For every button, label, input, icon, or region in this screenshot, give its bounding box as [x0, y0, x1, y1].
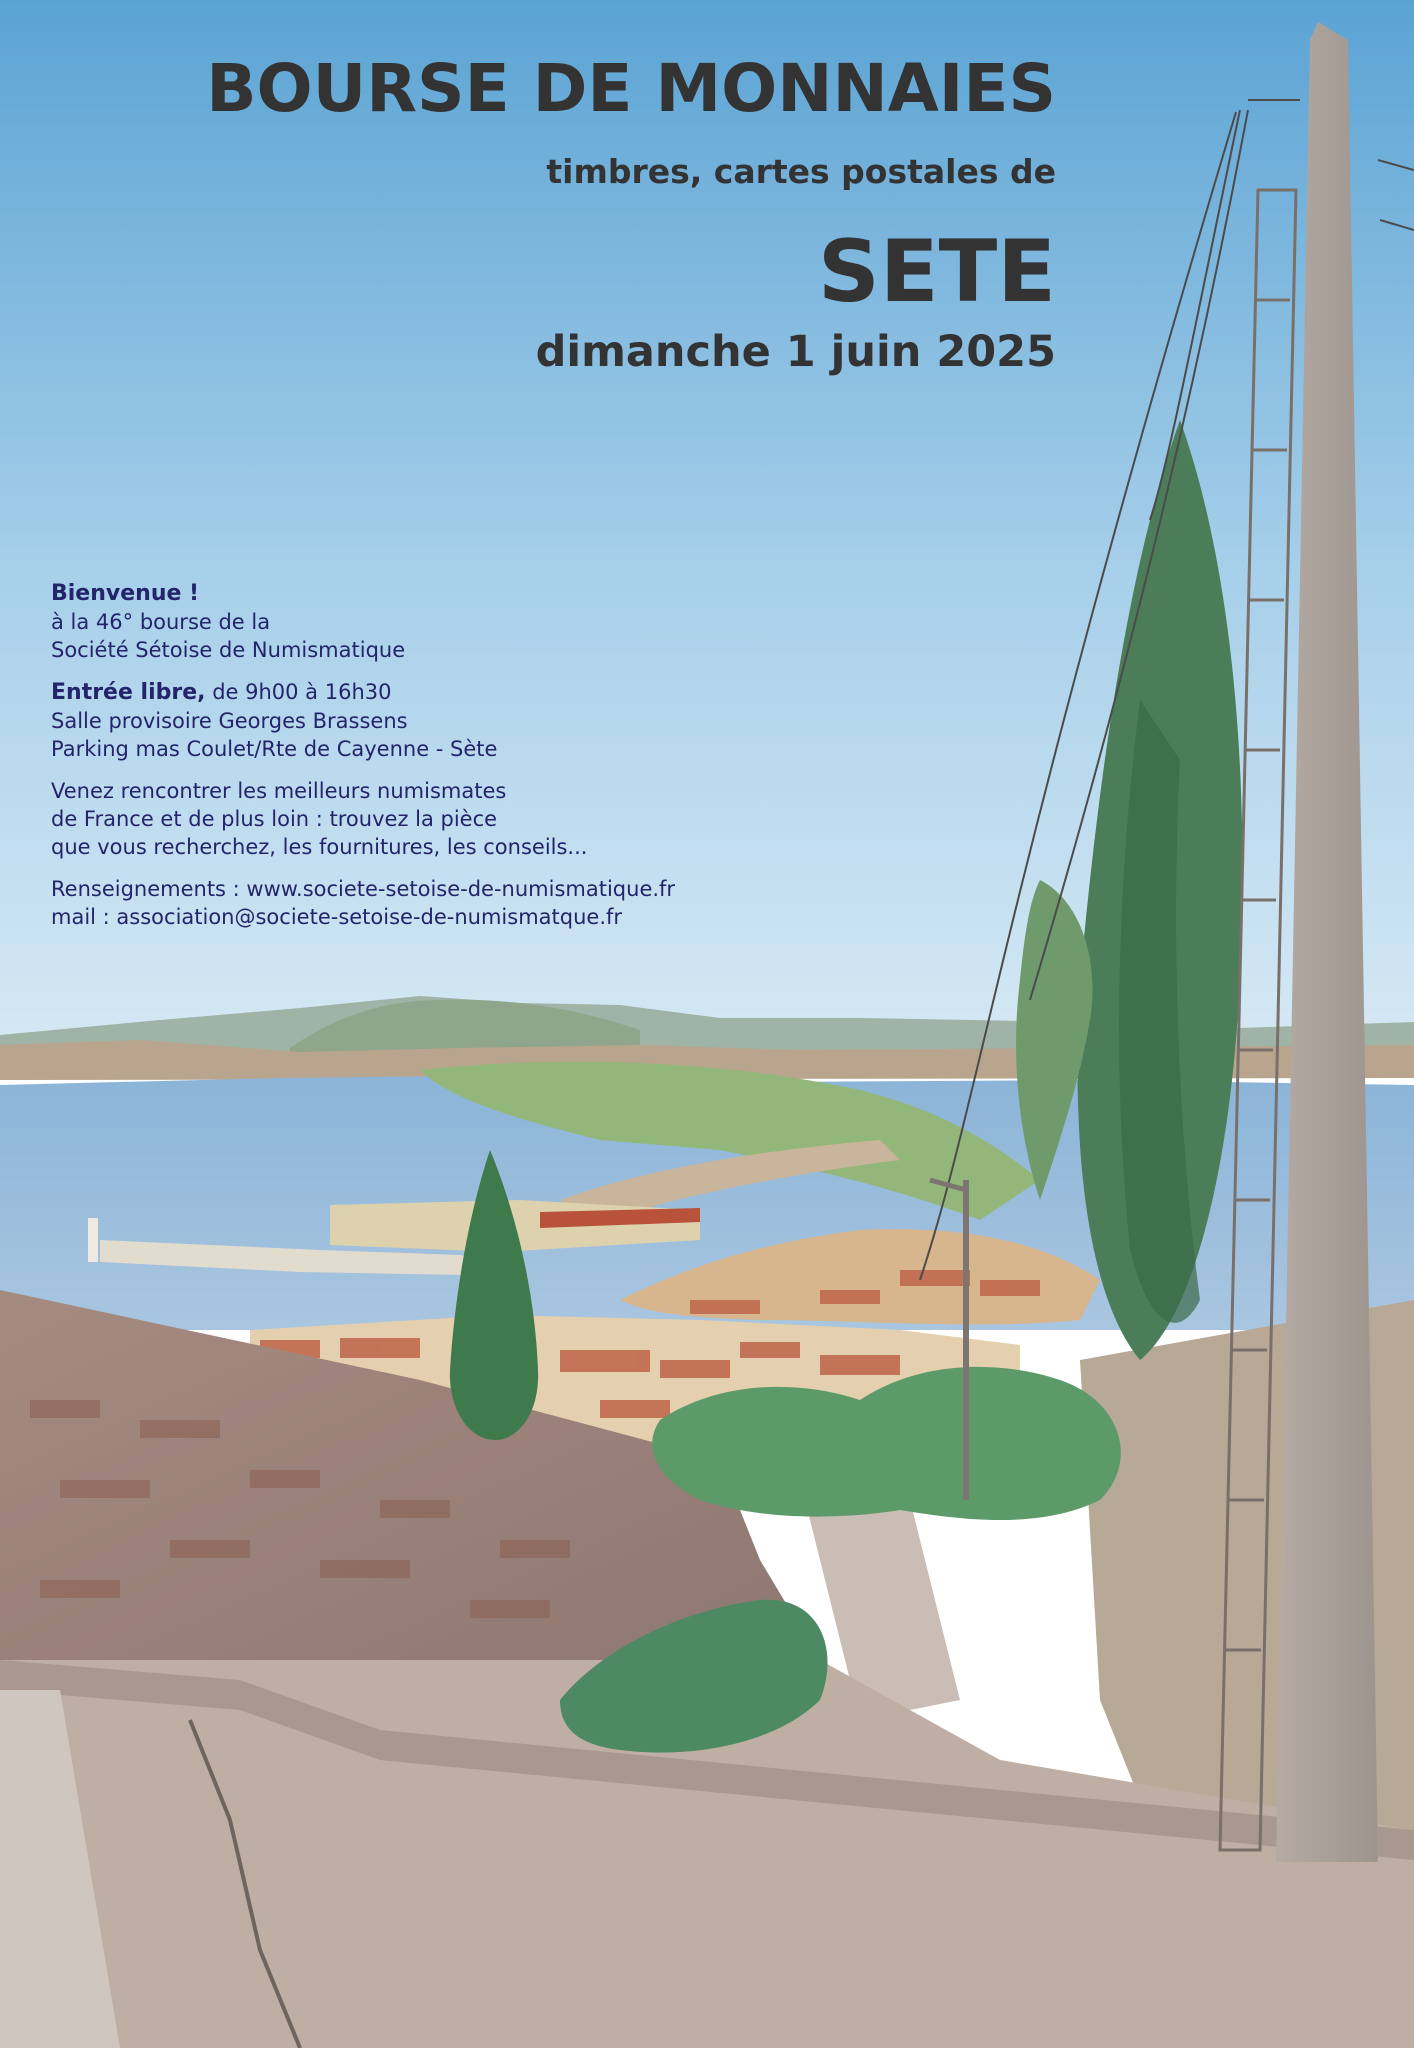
poster-city: SETE [817, 222, 1056, 322]
poster-title: BOURSE DE MONNAIES [206, 50, 1056, 127]
welcome-heading: Bienvenue ! [51, 581, 200, 606]
lighthouse [88, 1218, 98, 1262]
welcome-line: Société Sétoise de Numismatique [51, 638, 406, 662]
invite-line: de France et de plus loin : trouvez la pièce [51, 807, 498, 831]
contact-website: Renseignements : www.societe-setoise-de-numismatique.fr [51, 877, 676, 901]
welcome-section [51, 580, 811, 664]
invite-line: Venez rencontrer les meilleurs numismates [51, 779, 507, 803]
invite-line: que vous recherchez, les fournitures, les conseils... [51, 835, 588, 859]
streetlamp-post [963, 1180, 969, 1500]
entry-label: Entrée libre, [51, 680, 206, 705]
info-block [51, 580, 811, 945]
venue-line: Parking mas Coulet/Rte de Cayenne - Sète [51, 737, 498, 761]
contact-email: mail : association@societe-setoise-de-numismatque.fr [51, 905, 623, 929]
entry-line [51, 678, 811, 707]
venue-line: Salle provisoire Georges Brassens [51, 709, 408, 733]
invite-section [51, 777, 811, 861]
poster-subtitle: timbres, cartes postales de [546, 152, 1056, 191]
contact-section [51, 875, 811, 931]
entry-hours: de 9h00 à 16h30 [205, 680, 392, 704]
entry-section [51, 678, 811, 763]
poster-date: dimanche 1 juin 2025 [535, 327, 1056, 377]
welcome-line: à la 46° bourse de la [51, 610, 271, 634]
